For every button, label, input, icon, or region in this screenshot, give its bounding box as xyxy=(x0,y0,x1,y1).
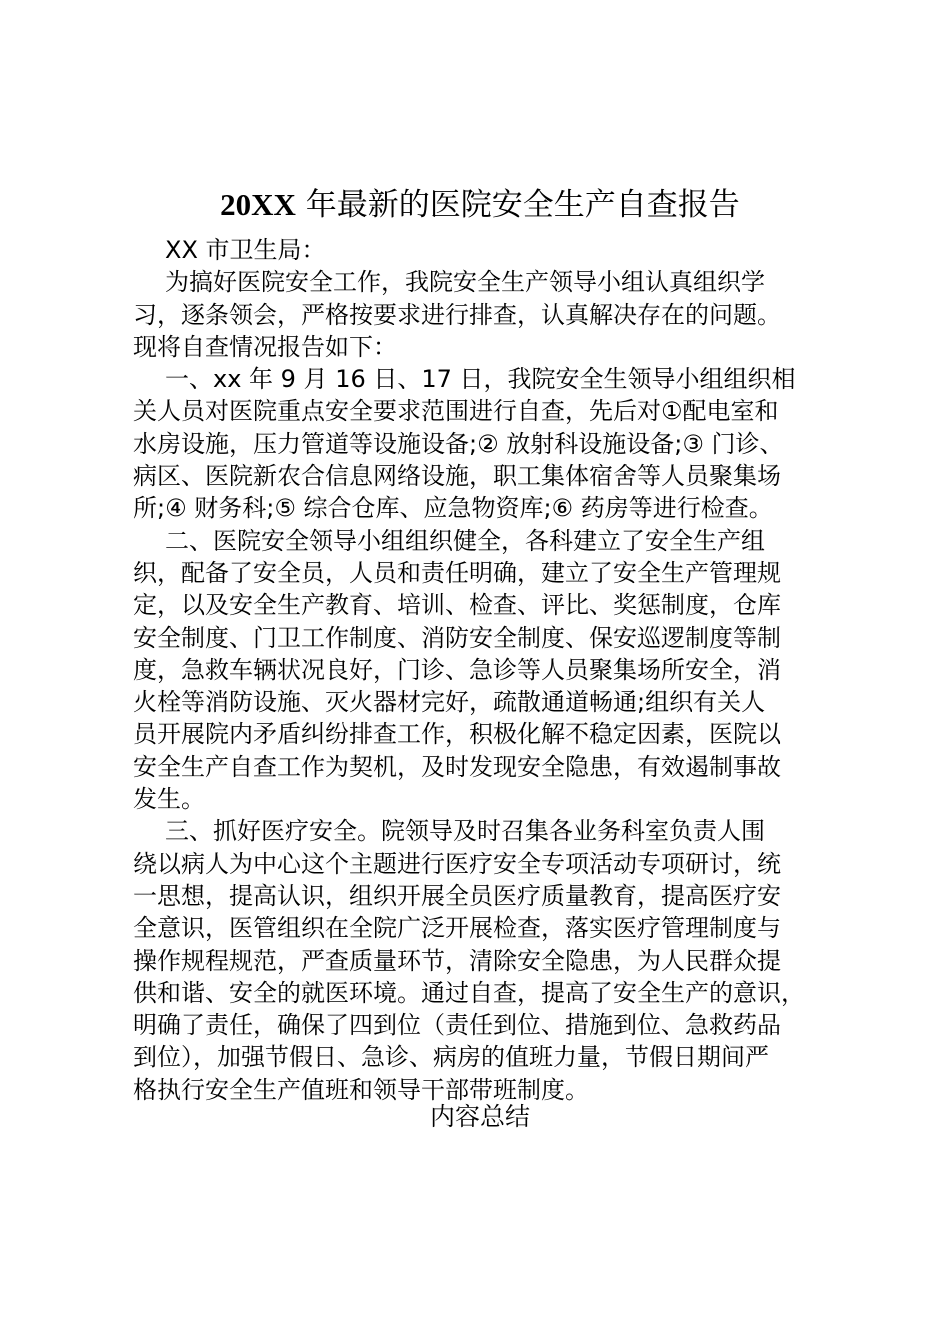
body-line: 安全制度、门卫工作制度、消防安全制度、保安巡逻制度等制 xyxy=(133,623,781,652)
body-line: 操作规程规范，严查质量环节，清除安全隐患，为人民群众提 xyxy=(133,946,781,975)
body-line: 格执行安全生产值班和领导干部带班制度。 xyxy=(133,1075,589,1104)
title-text: 年最新的医院安全生产自查报告 xyxy=(295,187,740,223)
body-line: 水房设施，压力管道等设施设备;② 放射科设施设备;③ 门诊、 xyxy=(133,429,784,458)
summary-heading: 内容总结 xyxy=(429,1102,530,1131)
body-line: 火栓等消防设施、灭火器材完好，疏散通道畅通;组织有关人 xyxy=(133,688,766,717)
body-line: 明确了责任，确保了四到位（责任到位、措施到位、急救药品 xyxy=(133,1011,781,1040)
body-line: 所;④ 财务科;⑤ 综合仓库、应急物资库;⑥ 药房等进行检查。 xyxy=(133,494,773,523)
body-line: 织，配备了安全员，人员和责任明确，建立了安全生产管理规 xyxy=(133,558,781,587)
body-line: 发生。 xyxy=(133,785,205,814)
body-line: 定，以及安全生产教育、培训、检查、评比、奖惩制度，仓库 xyxy=(133,591,781,620)
title-year: 20XX xyxy=(220,187,296,222)
body-line: 到位），加强节假日、急诊、病房的值班力量，节假日期间严 xyxy=(133,1043,769,1072)
body-line: 一、xx 年 9 月 16 日、17 日，我院安全生领导小组组织相 xyxy=(165,365,796,394)
document-title xyxy=(0,183,950,227)
body-line: XX 市卫生局： xyxy=(165,236,326,264)
body-line: 安全生产自查工作为契机，及时发现安全隐患，有效遏制事故 xyxy=(133,752,781,781)
body-line: 关人员对医院重点安全要求范围进行自查，先后对①配电室和 xyxy=(133,397,779,426)
body-line: 为搞好医院安全工作，我院安全生产领导小组认真组织学 xyxy=(165,268,765,297)
body-line: 一思想，提高认识，组织开展全员医疗质量教育，提高医疗安 xyxy=(133,881,781,910)
body-line: 二、医院安全领导小组组织健全，各科建立了安全生产组 xyxy=(165,526,765,555)
body-line: 全意识，医管组织在全院广泛开展检查，落实医疗管理制度与 xyxy=(133,914,781,943)
body-line: 绕以病人为中心这个主题进行医疗安全专项活动专项研讨，统 xyxy=(133,849,781,878)
report-body xyxy=(133,234,853,1106)
body-line: 度，急救车辆状况良好，门诊、急诊等人员聚集场所安全，消 xyxy=(133,655,781,684)
body-line: 三、抓好医疗安全。院领导及时召集各业务科室负责人围 xyxy=(165,817,765,846)
body-line: 病区、医院新农合信息网络设施，职工集体宿舍等人员聚集场 xyxy=(133,462,781,491)
body-line: 供和谐、安全的就医环境。通过自查，提高了安全生产的意识， xyxy=(133,978,805,1007)
body-line: 习，逐条领会，严格按要求进行排查，认真解决存在的问题。 xyxy=(133,300,781,329)
body-line: 现将自查情况报告如下： xyxy=(133,332,397,361)
body-line: 员开展院内矛盾纠纷排查工作，积极化解不稳定因素，医院以 xyxy=(133,720,781,749)
